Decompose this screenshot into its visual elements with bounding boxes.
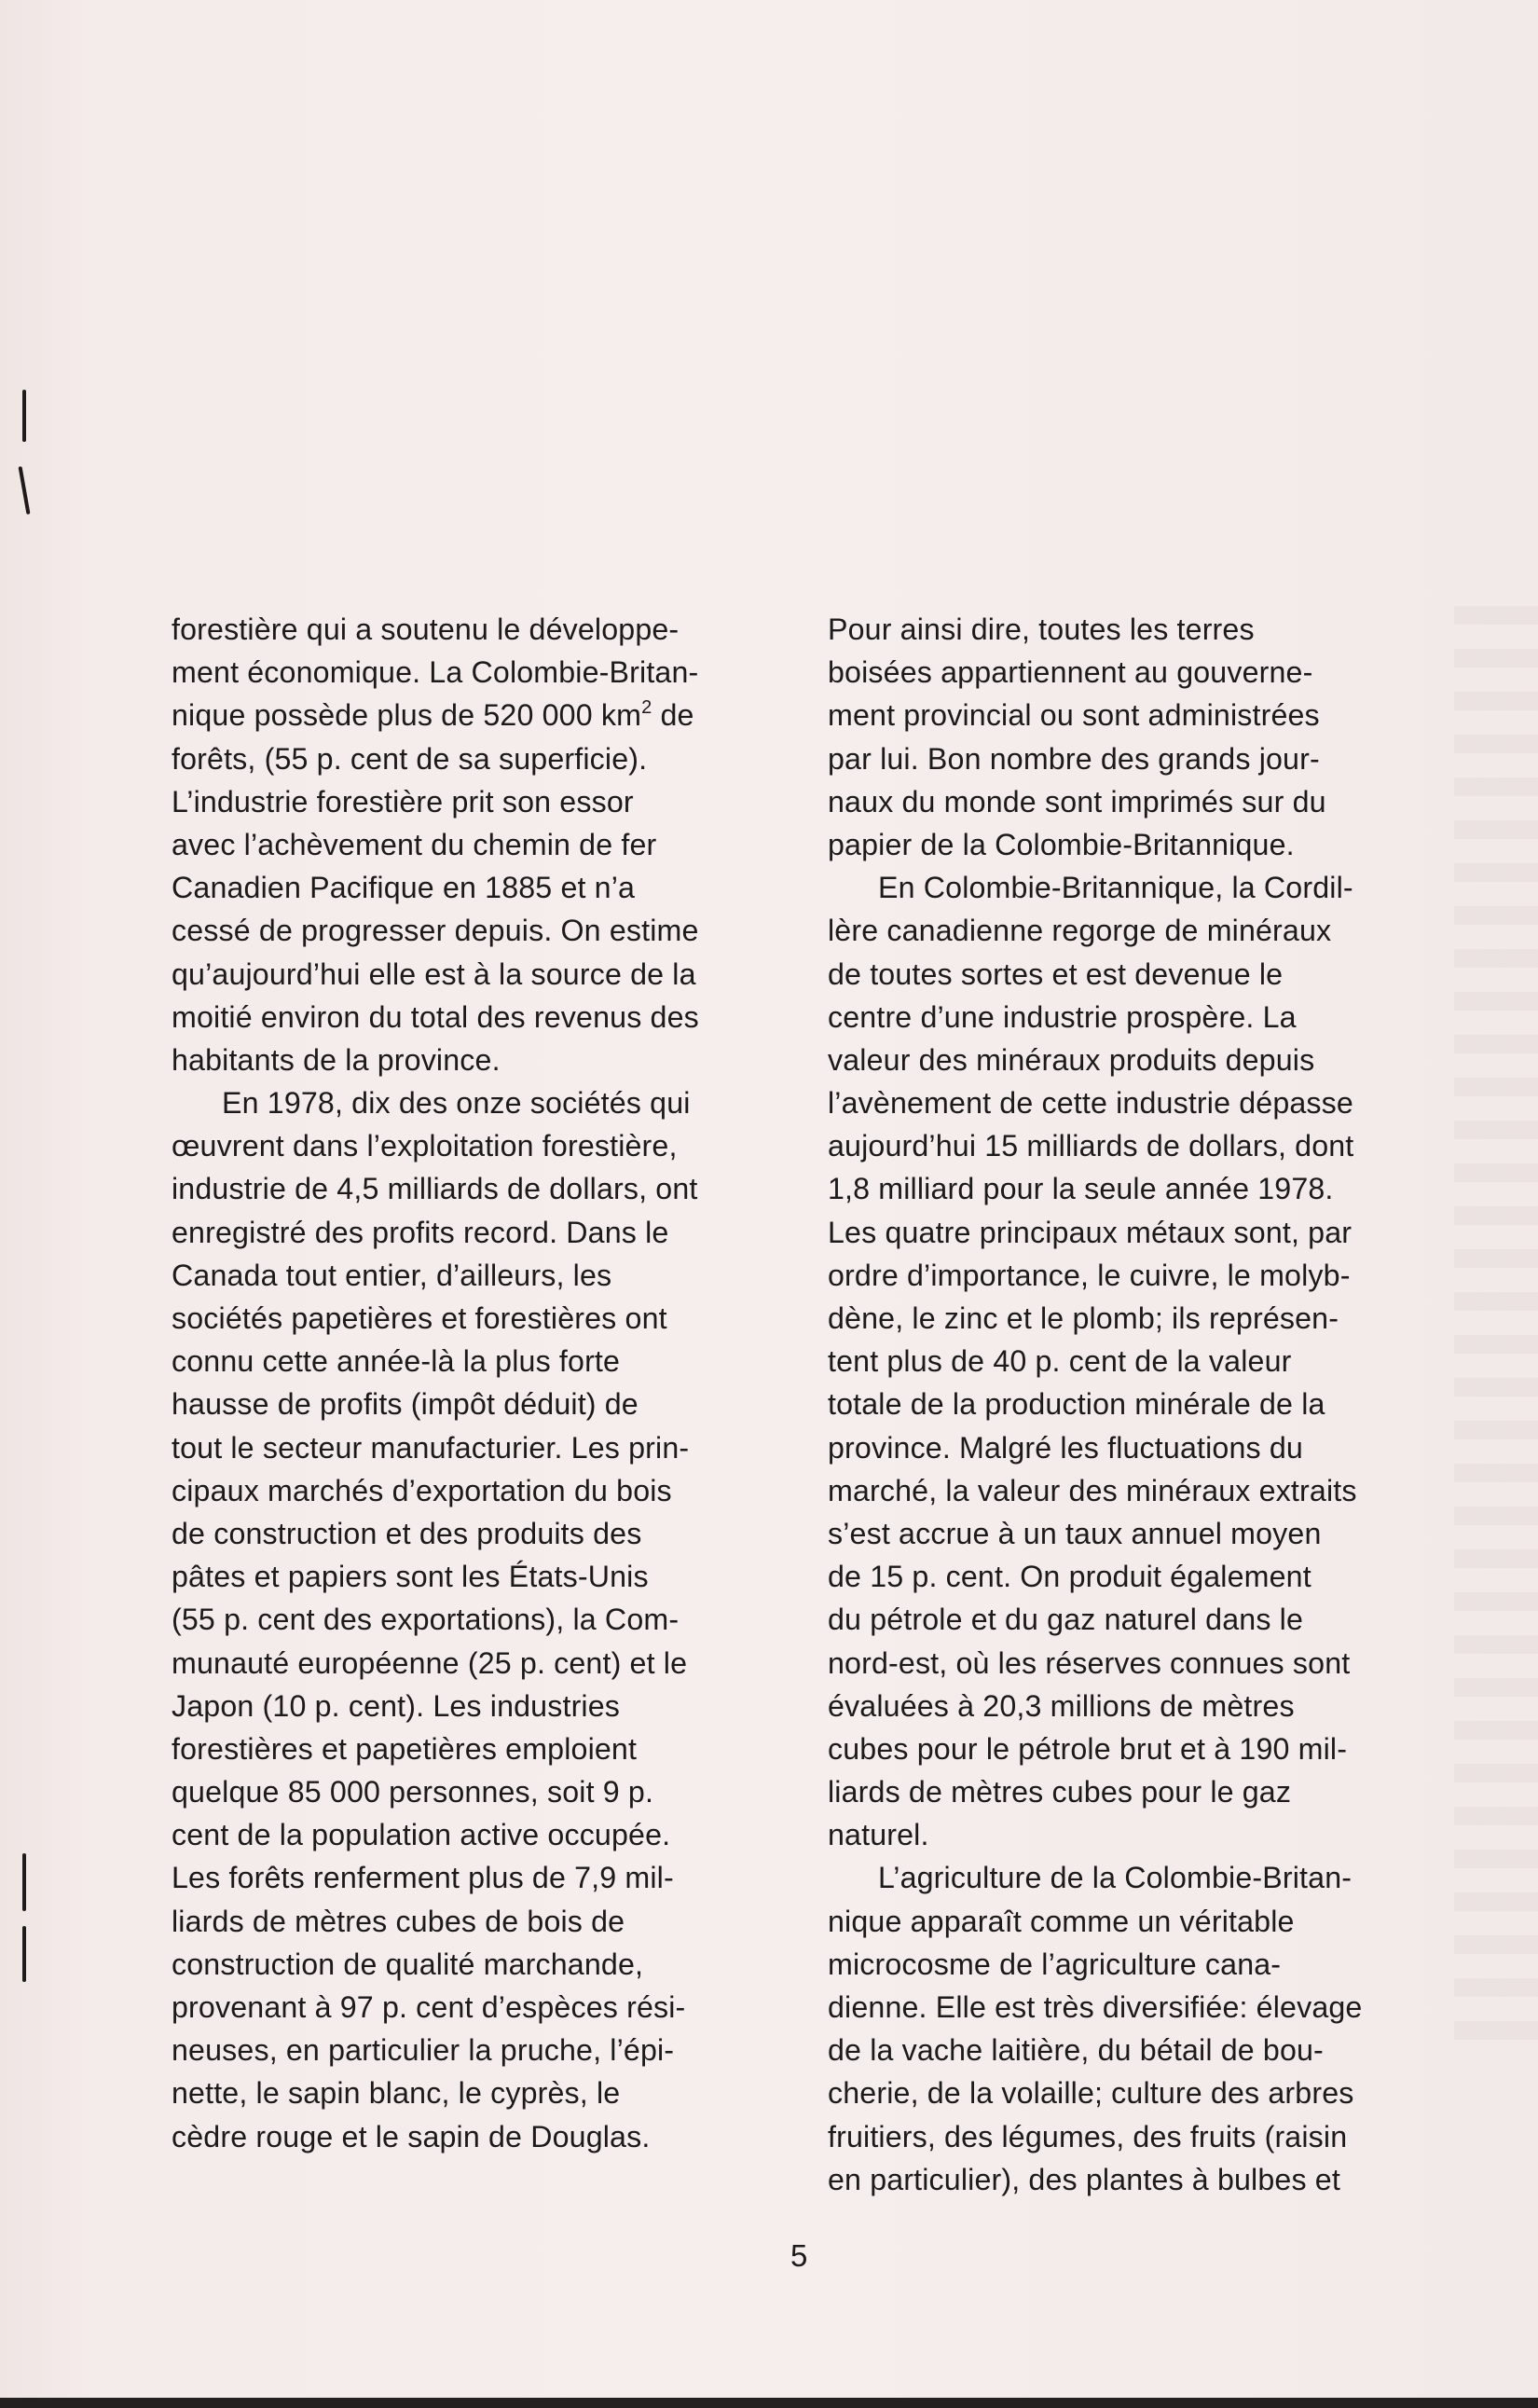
text-line-content: lère canadienne regorge de minéraux <box>828 914 1332 948</box>
text-line <box>172 1124 796 1167</box>
text-line <box>172 1555 796 1598</box>
text-line <box>828 1211 1462 1254</box>
text-line <box>828 1685 1462 1727</box>
text-line-content: provenant à 97 p. cent d’espèces rési- <box>172 1990 686 2024</box>
text-line-content: en particulier), des plantes à bulbes et <box>828 2162 1340 2196</box>
text-line <box>828 737 1462 780</box>
text-line <box>172 1986 796 2029</box>
text-line-content: tent plus de 40 p. cent de la valeur <box>828 1344 1292 1379</box>
scan-edge <box>0 2398 1538 2408</box>
text-line <box>828 953 1462 996</box>
text-line <box>828 1124 1462 1167</box>
text-line <box>828 866 1462 909</box>
text-line-content: industrie de 4,5 milliards de dollars, ont <box>172 1172 698 1206</box>
text-line <box>828 1426 1462 1469</box>
text-line <box>172 1642 796 1685</box>
text-line <box>172 1039 796 1081</box>
text-line <box>172 2115 796 2158</box>
text-line-content: forestières et papetières emploient <box>172 1731 638 1766</box>
text-line <box>172 1512 796 1555</box>
text-line <box>172 1426 796 1469</box>
text-line-content: avec l’achèvement du chemin de fer <box>172 827 657 861</box>
text-line-content: par lui. Bon nombre des grands jour- <box>828 741 1320 776</box>
text-line-content: cubes pour le pétrole brut et à 190 mil- <box>828 1731 1348 1766</box>
text-line-content: L’industrie forestière prit son essor <box>172 784 634 819</box>
text-line-content: ment économique. La Colombie-Britan- <box>172 655 699 690</box>
binding-staple-mark <box>22 390 26 442</box>
text-line-content: nique possède plus de 520 000 km <box>172 698 642 733</box>
text-line-content: Japon (10 p. cent). Les industries <box>172 1688 621 1723</box>
text-line-content: de 15 p. cent. On produit également <box>828 1560 1311 1594</box>
text-line-content: aujourd’hui 15 milliards de dollars, dont <box>828 1129 1354 1163</box>
left-text-column <box>172 608 796 2158</box>
text-line-content: marché, la valeur des minéraux extraits <box>828 1473 1357 1507</box>
text-line-content: (55 p. cent des exportations), la Com- <box>172 1603 680 1637</box>
text-line-content: neuses, en particulier la pruche, l’épi- <box>172 2033 675 2068</box>
text-line <box>828 1340 1462 1383</box>
text-line-content: de la vache laitière, du bétail de bou- <box>828 2033 1324 2068</box>
text-line-content: du pétrole et du gaz naturel dans le <box>828 1603 1304 1637</box>
text-line-content: Pour ainsi dire, toutes les terres <box>828 612 1255 646</box>
text-line-content: boisées appartiennent au gouverne- <box>828 655 1313 690</box>
text-line <box>828 1383 1462 1425</box>
text-line-content: papier de la Colombie-Britannique. <box>828 827 1295 861</box>
text-line-content: valeur des minéraux produits depuis <box>828 1042 1315 1077</box>
text-line-content: hausse de profits (impôt déduit) de <box>172 1387 639 1422</box>
text-line <box>828 1512 1462 1555</box>
text-line-content: forestière qui a soutenu le développe- <box>172 612 680 646</box>
text-line <box>828 2115 1462 2158</box>
text-line-content: nette, le sapin blanc, le cyprès, le <box>172 2076 621 2111</box>
text-line <box>828 1555 1462 1598</box>
text-line <box>828 2158 1462 2201</box>
text-line <box>172 1856 796 1899</box>
binding-staple-mark <box>22 1853 26 1911</box>
text-line <box>172 1211 796 1254</box>
text-line-content: Canadien Pacifique en 1885 et n’a <box>172 871 636 905</box>
text-line <box>172 996 796 1039</box>
text-line-content: En Colombie-Britannique, la Cordil- <box>878 871 1353 905</box>
text-line <box>828 780 1462 823</box>
text-line-content: totale de la production minérale de la <box>828 1387 1325 1422</box>
superscript: 2 <box>641 697 652 719</box>
text-line-content: de toutes sortes et est devenue le <box>828 956 1284 991</box>
text-line-content: qu’aujourd’hui elle est à la source de la <box>172 956 696 991</box>
text-line-content: construction de qualité marchande, <box>172 1947 644 1981</box>
text-line <box>828 1039 1462 1081</box>
text-line <box>828 1297 1462 1340</box>
text-line <box>172 1383 796 1425</box>
text-line <box>828 1727 1462 1770</box>
text-line <box>828 1856 1462 1899</box>
page-number: 5 <box>790 2238 808 2273</box>
text-line-content: s’est accrue à un taux annuel moyen <box>828 1516 1322 1550</box>
text-line-content: cherie, de la volaille; culture des arbres <box>828 2076 1354 2111</box>
text-line-content: fruitiers, des légumes, des fruits (raisin <box>828 2119 1348 2153</box>
text-line <box>828 1986 1462 2029</box>
binding-staple-mark <box>19 466 31 515</box>
text-line-content: Les forêts renferment plus de 7,9 mil- <box>172 1861 674 1895</box>
text-line <box>828 1943 1462 1986</box>
text-line-content: sociétés papetières et forestières ont <box>172 1301 667 1335</box>
text-line <box>828 823 1462 866</box>
text-line-content: dienne. Elle est très diversifiée: élevage <box>828 1990 1363 2024</box>
text-line-content: province. Malgré les fluctuations du <box>828 1430 1303 1465</box>
text-line-content: cent de la population active occupée. <box>172 1818 671 1852</box>
text-line-content: œuvrent dans l’exploitation forestière, <box>172 1129 678 1163</box>
text-line <box>172 694 796 736</box>
text-line <box>828 608 1462 651</box>
show-through-text <box>1454 606 1538 2051</box>
text-line <box>828 1081 1462 1124</box>
text-line <box>828 1254 1462 1297</box>
text-line <box>172 1598 796 1641</box>
text-line <box>172 1254 796 1297</box>
text-line <box>828 1770 1462 1813</box>
text-line <box>172 1167 796 1210</box>
text-line <box>172 1685 796 1727</box>
text-line-content: liards de mètres cubes pour le gaz <box>828 1775 1292 1809</box>
text-line-content: cessé de progresser depuis. On estime <box>172 914 699 948</box>
text-line <box>172 1469 796 1512</box>
text-line <box>828 1167 1462 1210</box>
text-line <box>172 737 796 780</box>
text-line <box>172 1943 796 1986</box>
text-line <box>172 1813 796 1856</box>
text-line <box>172 780 796 823</box>
text-line <box>828 2029 1462 2071</box>
text-line <box>828 1900 1462 1943</box>
text-line-content: quelque 85 000 personnes, soit 9 p. <box>172 1775 654 1809</box>
text-line-content: En 1978, dix des onze sociétés qui <box>222 1086 691 1121</box>
text-line <box>828 996 1462 1039</box>
text-line <box>172 953 796 996</box>
text-line-content: évaluées à 20,3 millions de mètres <box>828 1688 1295 1723</box>
text-line-content: L’agriculture de la Colombie-Britan- <box>878 1861 1353 1895</box>
right-text-column <box>828 608 1462 2201</box>
text-line-tail: de <box>652 698 694 733</box>
text-line-content: cèdre rouge et le sapin de Douglas. <box>172 2119 651 2153</box>
text-line <box>828 2071 1462 2114</box>
text-line-content: l’avènement de cette industrie dépasse <box>828 1086 1353 1121</box>
text-line-content: microcosme de l’agriculture cana- <box>828 1947 1282 1981</box>
text-line <box>828 1813 1462 1856</box>
text-line-content: 1,8 milliard pour la seule année 1978. <box>828 1172 1334 1206</box>
text-line <box>172 866 796 909</box>
text-line-content: tout le secteur manufacturier. Les prin- <box>172 1430 690 1465</box>
text-line-content: naux du monde sont imprimés sur du <box>828 784 1326 819</box>
text-line-content: moitié environ du total des revenus des <box>172 999 699 1034</box>
text-line-content: dène, le zinc et le plomb; ils représen- <box>828 1301 1339 1335</box>
text-line <box>172 1340 796 1383</box>
text-line <box>828 694 1462 736</box>
text-line-content: liards de mètres cubes de bois de <box>172 1904 625 1938</box>
text-line <box>828 1642 1462 1685</box>
text-line <box>172 2029 796 2071</box>
text-line-content: munauté européenne (25 p. cent) et le <box>172 1645 688 1680</box>
text-line-content: cipaux marchés d’exportation du bois <box>172 1473 672 1507</box>
text-line-content: nique apparaît comme un véritable <box>828 1904 1295 1938</box>
text-line-content: habitants de la province. <box>172 1042 501 1077</box>
text-line-content: enregistré des profits record. Dans le <box>172 1215 669 1249</box>
text-line <box>172 2071 796 2114</box>
text-line <box>172 909 796 952</box>
text-line <box>172 1900 796 1943</box>
text-line <box>172 1297 796 1340</box>
text-line-content: ordre d’importance, le cuivre, le molyb- <box>828 1258 1351 1292</box>
text-line <box>172 1081 796 1124</box>
text-line-content: nord-est, où les réserves connues sont <box>828 1645 1351 1680</box>
text-line <box>172 1770 796 1813</box>
text-line <box>828 1598 1462 1641</box>
text-line <box>172 608 796 651</box>
text-line <box>172 823 796 866</box>
text-line-content: Les quatre principaux métaux sont, par <box>828 1215 1353 1249</box>
text-line <box>828 909 1462 952</box>
text-line <box>172 1727 796 1770</box>
text-line-content: de construction et des produits des <box>172 1516 642 1550</box>
text-line-content: Canada tout entier, d’ailleurs, les <box>172 1258 612 1292</box>
text-line-content: pâtes et papiers sont les États-Unis <box>172 1560 649 1594</box>
text-line <box>828 1469 1462 1512</box>
text-line-content: connu cette année-là la plus forte <box>172 1344 621 1379</box>
binding-staple-mark <box>22 1926 26 1982</box>
text-line <box>172 651 796 694</box>
text-line-content: naturel. <box>828 1818 929 1852</box>
text-line-content: centre d’une industrie prospère. La <box>828 999 1297 1034</box>
text-line-content: forêts, (55 p. cent de sa superficie). <box>172 741 648 776</box>
text-line <box>828 651 1462 694</box>
text-line-content: ment provincial ou sont administrées <box>828 698 1320 733</box>
